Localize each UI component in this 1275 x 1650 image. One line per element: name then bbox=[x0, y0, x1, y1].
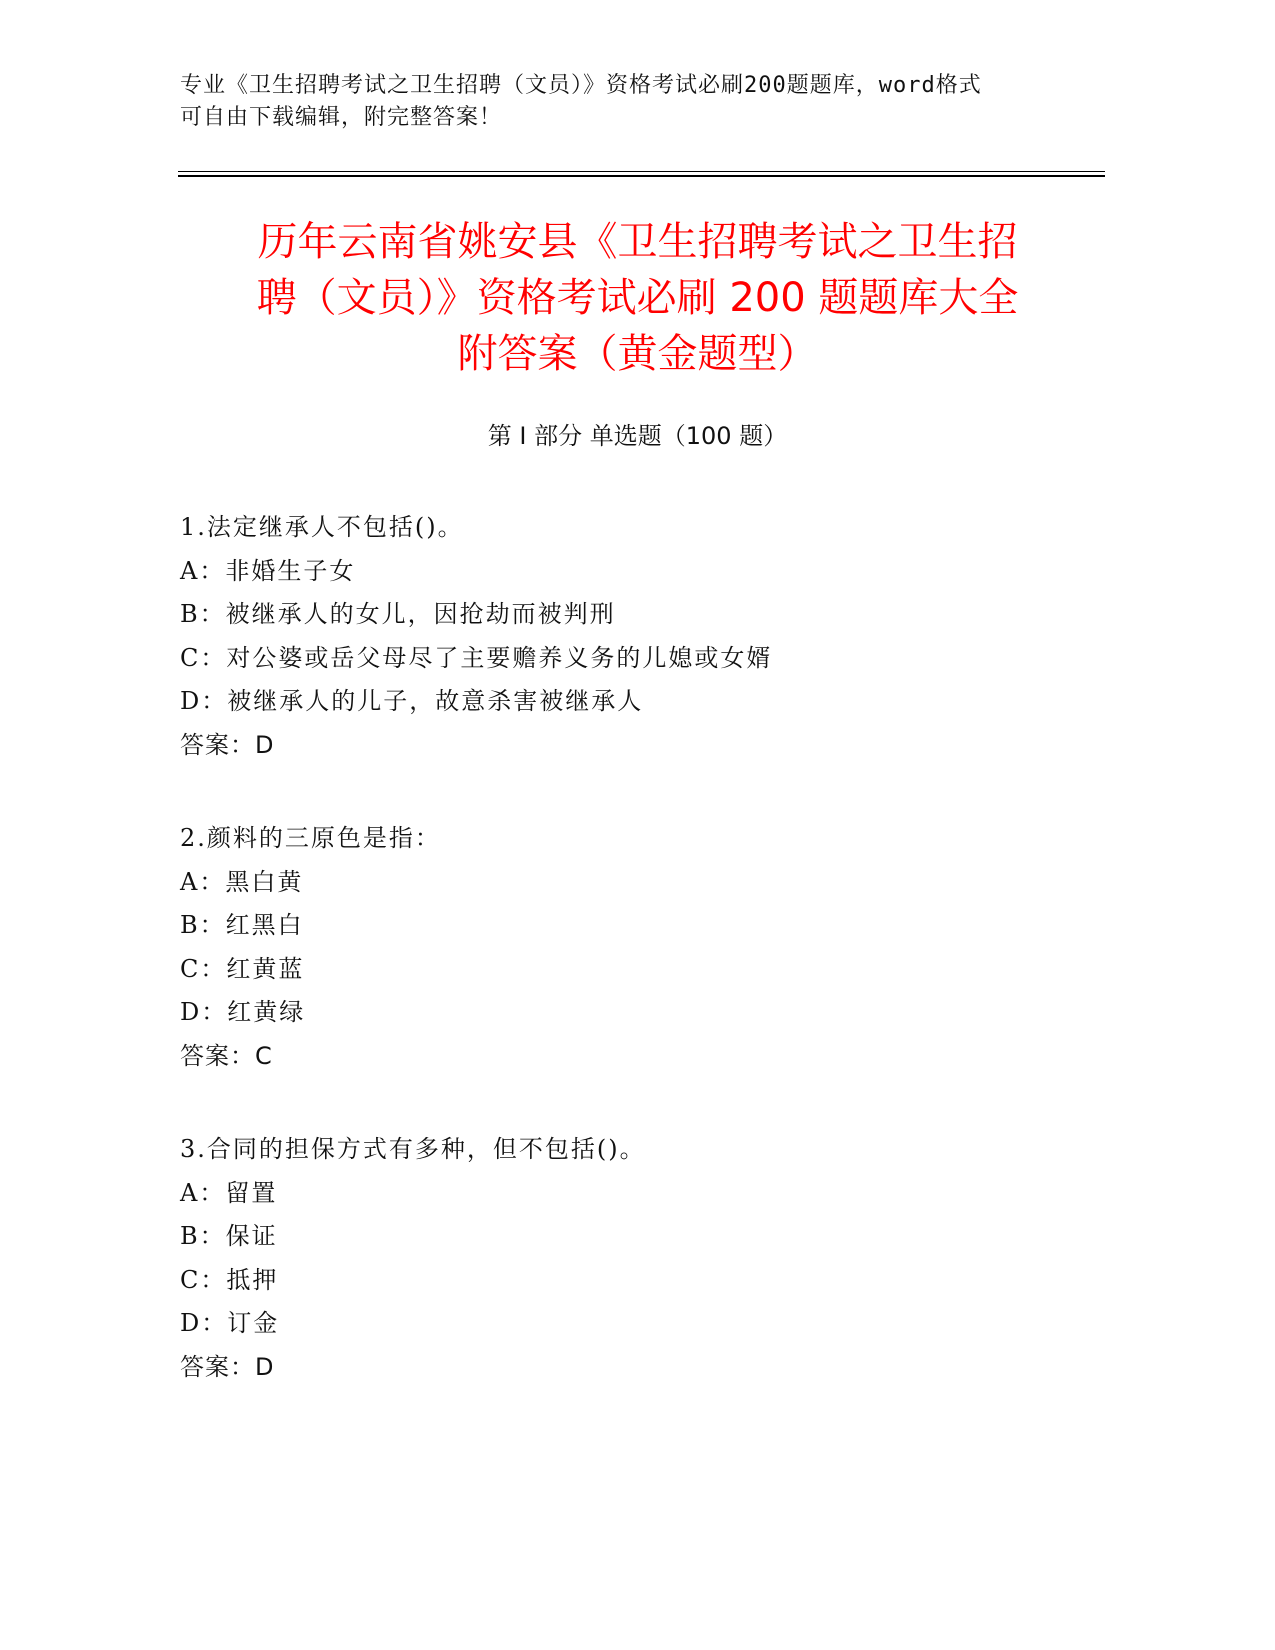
question-item bbox=[180, 817, 1100, 1078]
answer-line: 答案：C bbox=[180, 1041, 273, 1070]
question-stem: 3.合同的担保方式有多种，但不包括()。 bbox=[180, 1135, 646, 1163]
question-stem: 1.法定继承人不包括()。 bbox=[180, 513, 464, 541]
option-b: B：保证 bbox=[180, 1222, 278, 1250]
document-title-line-2: 聘（文员）》资格考试必刷 200 题题库大全 bbox=[256, 275, 1019, 321]
option-c: C：抵押 bbox=[180, 1265, 279, 1294]
question-item bbox=[180, 1128, 1100, 1389]
option-d: D：被继承人的儿子，故意杀害被继承人 bbox=[180, 687, 644, 715]
option-a: A：留置 bbox=[180, 1178, 278, 1207]
option-d: D：红黄绿 bbox=[180, 998, 306, 1026]
question-stem: 2.颜料的三原色是指： bbox=[180, 824, 441, 852]
answer-line: 答案：D bbox=[180, 730, 275, 759]
option-c: C：红黄蓝 bbox=[180, 954, 305, 983]
option-a: A：非婚生子女 bbox=[180, 556, 356, 585]
option-d: D：订金 bbox=[180, 1309, 280, 1337]
section-title: 第 I 部分 单选题（100 题） bbox=[487, 422, 788, 450]
header-divider-thick bbox=[178, 175, 1105, 177]
option-b: B：红黑白 bbox=[180, 911, 304, 939]
document-title-line-3: 附答案（黄金题型） bbox=[457, 331, 818, 377]
option-b: B：被继承人的女儿，因抢劫而被判刑 bbox=[180, 600, 616, 628]
answer-line: 答案：D bbox=[180, 1352, 275, 1381]
question-item bbox=[180, 506, 1100, 767]
option-a: A：黑白黄 bbox=[180, 867, 304, 896]
header-note-line-1: 专业《卫生招聘考试之卫生招聘（文员）》资格考试必刷200题题库，word格式 bbox=[180, 73, 982, 98]
header-note-line-2: 可自由下载编辑，附完整答案！ bbox=[180, 105, 503, 130]
document-title bbox=[150, 214, 1125, 382]
header-note bbox=[180, 70, 1100, 134]
question-list bbox=[180, 506, 1100, 1439]
header-divider-thin bbox=[178, 171, 1105, 172]
option-c: C：对公婆或岳父母尽了主要赡养义务的儿媳或女婿 bbox=[180, 643, 773, 672]
document-title-line-1: 历年云南省姚安县《卫生招聘考试之卫生招 bbox=[257, 219, 1018, 265]
